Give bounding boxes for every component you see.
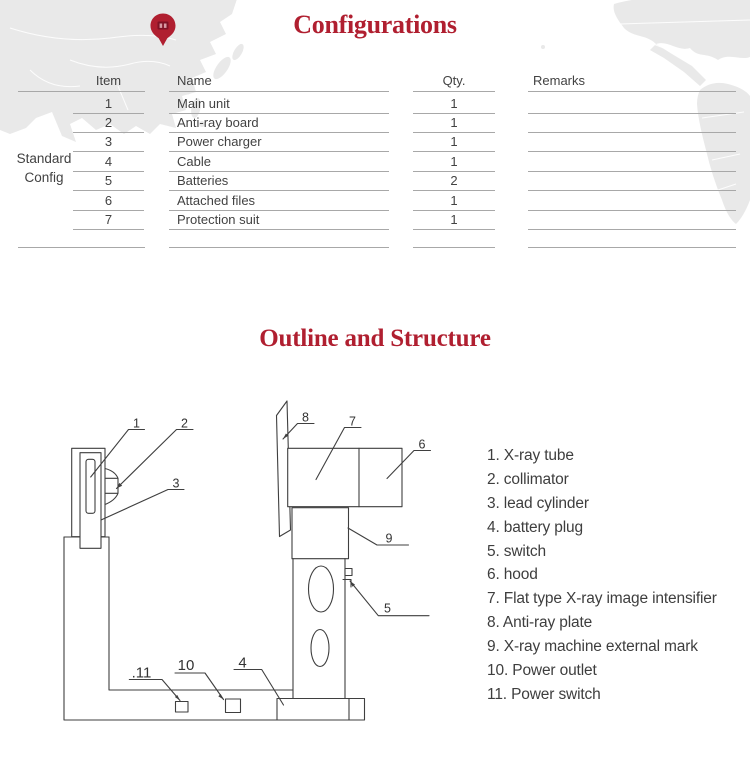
row-line-item (73, 190, 144, 191)
config-group-label (15, 149, 73, 188)
row-line-item (73, 210, 144, 211)
row-line-qty (413, 210, 495, 211)
row-line-remarks (528, 190, 736, 191)
machine-diagram (40, 380, 480, 766)
row-line-name (169, 229, 389, 230)
row-line-name (169, 113, 389, 114)
row-line-qty (413, 113, 495, 114)
legend-item: 6. hood (487, 566, 538, 584)
row-line-remarks (528, 113, 736, 114)
callout-4: 4 (238, 654, 247, 672)
row-line-remarks (528, 151, 736, 152)
row-line-name (169, 132, 389, 133)
config-table (0, 0, 750, 260)
config-cell-name: Batteries (177, 173, 229, 189)
row-line-remarks (528, 132, 736, 133)
page-title-outline-structure: Outline and Structure (259, 325, 491, 352)
bottom-line-remarks (528, 247, 736, 248)
row-line-remarks (528, 210, 736, 211)
row-line-item (73, 171, 144, 172)
config-cell-item: 3 (104, 134, 113, 150)
header-line-name (169, 91, 389, 92)
config-cell-name: Main unit (177, 95, 230, 111)
diagram-collimator (105, 469, 118, 505)
config-cell-item: 7 (104, 211, 113, 227)
row-line-name (169, 190, 389, 191)
callout-8: 8 (302, 410, 309, 425)
row-line-qty (413, 171, 495, 172)
config-cell-qty: 1 (450, 134, 458, 150)
legend-list (487, 444, 717, 707)
callout-1: 1 (133, 416, 140, 431)
config-cell-name: Anti-ray board (177, 114, 259, 130)
config-cell-qty: 1 (450, 192, 458, 208)
config-cell-qty: 1 (450, 153, 458, 169)
diagram-intensifier (288, 448, 402, 506)
legend-item: 4. battery plug (487, 518, 583, 536)
config-header-qty: Qty. (442, 73, 466, 88)
diagram-power-switch (176, 702, 189, 713)
row-line-name (169, 151, 389, 152)
legend-item: 11. Power switch (487, 685, 601, 703)
config-cell-item: 1 (104, 95, 113, 111)
row-line-qty (413, 151, 495, 152)
config-header-name: Name (177, 73, 212, 88)
page-title-configurations: Configurations (293, 10, 457, 39)
config-cell-name: Cable (177, 153, 211, 169)
callout-3: 3 (172, 476, 180, 491)
config-header-item: Item (95, 73, 122, 88)
bottom-line-qty (413, 247, 495, 248)
callout-6: 6 (418, 437, 426, 452)
config-cell-qty: 1 (450, 211, 458, 227)
diagram-mark-box (292, 508, 349, 559)
row-line-name (169, 210, 389, 211)
config-cell-item: 4 (104, 153, 113, 169)
config-cell-qty: 1 (450, 114, 458, 130)
diagram-battery-box (277, 699, 365, 721)
header-line-remarks (528, 91, 736, 92)
row-line-qty (413, 190, 495, 191)
callout-9: 9 (385, 531, 393, 546)
row-line-remarks (528, 171, 736, 172)
config-group-label-line2: Config (24, 170, 64, 185)
legend-item: 1. X-ray tube (487, 447, 574, 464)
config-cell-qty: 2 (450, 173, 458, 189)
config-header-remarks: Remarks (533, 73, 586, 88)
diagram-switch (345, 569, 352, 576)
diagram-power-outlet (226, 699, 241, 713)
row-line-name (169, 171, 389, 172)
row-line-qty (413, 132, 495, 133)
config-cell-item: 2 (104, 114, 113, 130)
header-line-group (18, 91, 145, 92)
config-cell-item: 5 (104, 173, 113, 189)
config-cell-item: 6 (104, 192, 113, 208)
legend-item: 2. collimator (487, 470, 569, 488)
callout-10: 10 (177, 657, 195, 674)
row-line-item (73, 151, 144, 152)
config-cell-name: Power charger (177, 134, 262, 150)
row-line-item (73, 113, 144, 114)
config-group-label-line1: Standard (16, 150, 72, 166)
config-cell-qty: 1 (450, 95, 458, 111)
row-line-remarks (528, 229, 736, 230)
callout-2: 2 (181, 416, 188, 431)
bottom-line-group (18, 247, 145, 248)
legend-item: 10. Power outlet (487, 662, 597, 680)
legend-item: 5. switch (487, 542, 546, 560)
config-cell-name: Protection suit (177, 211, 260, 227)
legend-item: 3. lead cylinder (487, 494, 589, 512)
callout-7: 7 (349, 414, 356, 429)
row-line-qty (413, 229, 495, 230)
row-line-item (73, 132, 144, 133)
legend-item: 7. Flat type X-ray image intensifier (487, 590, 717, 608)
callout-5: 5 (384, 601, 391, 616)
legend-item: 9. X-ray machine external mark (487, 638, 698, 656)
row-line-item (73, 229, 144, 230)
callout-11: .11 (131, 664, 152, 682)
bottom-line-name (169, 247, 389, 248)
header-line-qty (413, 91, 495, 92)
legend-item: 8. Anti-ray plate (487, 614, 593, 632)
config-cell-name: Attached files (177, 192, 256, 208)
